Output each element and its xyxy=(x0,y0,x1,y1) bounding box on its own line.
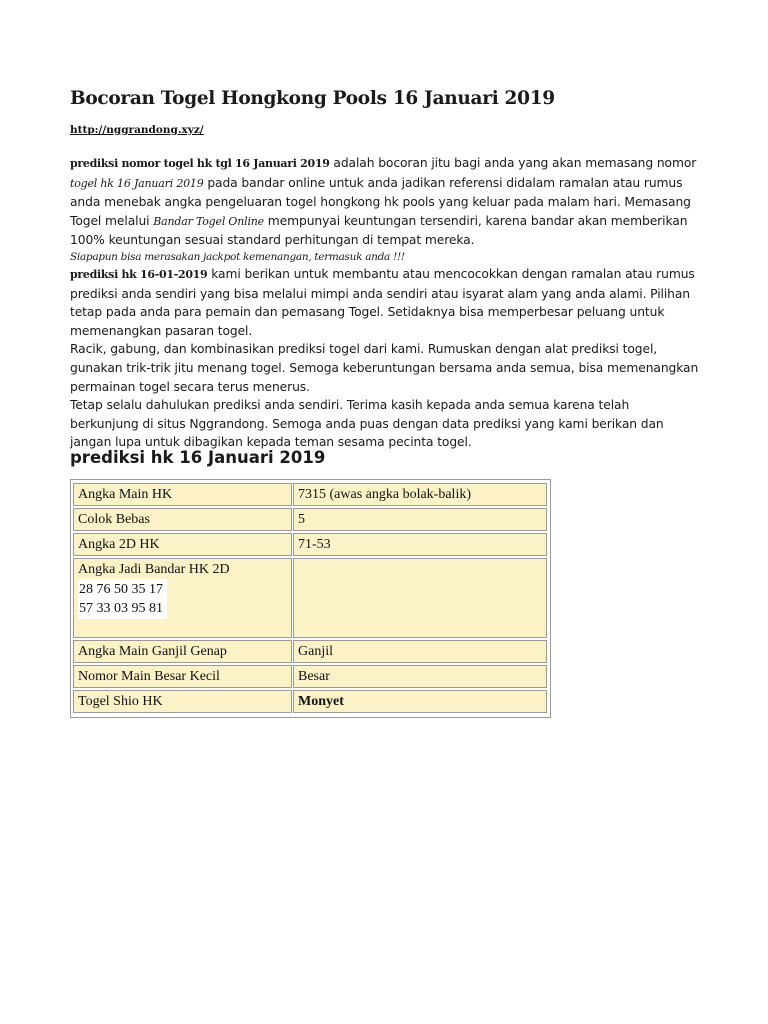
table-cell-label: Angka 2D HK xyxy=(73,533,292,556)
table-cell-label: Colok Bebas xyxy=(73,508,292,531)
table-cell-label: Togel Shio HK xyxy=(73,690,292,713)
table-cell-label-multiline: Angka Jadi Bandar HK 2D 28 76 50 35 17 57 33 03 95 81 xyxy=(73,558,292,638)
bandar-numbers: 28 76 50 35 17 57 33 03 95 81 xyxy=(78,579,167,619)
intro-italic-keyword: togel hk 16 Januari 2019 xyxy=(70,176,204,190)
table-cell-value: Besar xyxy=(293,665,547,688)
page-title: Bocoran Togel Hongkong Pools 16 Januari 2019 xyxy=(70,88,555,109)
paragraph-prediction: prediksi hk 16-01-2019 kami berikan untuk membantu atau mencocokkan dengan ramalan atau rumus prediksi anda sendiri yang bisa melalui mimpi anda sendiri atau isyarat alam yang anda alami. Pilihan tetap pada anda para pemain dan pemasang Togel. Setidaknya bisa memperbesar peluang untuk memenangkan pasaran togel. xyxy=(70,266,695,338)
table-cell-label: Angka Main HK xyxy=(73,483,292,506)
intro-bold-lead: prediksi nomor togel hk tgl 16 Januari 2019 xyxy=(70,157,330,170)
table-cell-value: 5 xyxy=(293,508,547,531)
site-url-link[interactable]: http://nggrandong.xyz/ xyxy=(70,124,204,136)
prediction-table xyxy=(70,479,551,718)
paragraph-combine: Racik, gabung, dan kombinasikan prediksi togel dari kami. Rumuskan dengan alat prediksi togel, gunakan trik-trik jitu menang togel. Semoga keberuntungan bersama anda semua, bisa memenangkan permainan togel secara terus menerus. xyxy=(70,342,699,394)
paragraph-intro: prediksi nomor togel hk tgl 16 Januari 2019 adalah bocoran jitu bagi anda yang akan memasang nomor togel hk 16 Januari 2019 pada bandar online untuk anda jadikan referensi didalam ramalan atau rumus anda menebak angka pengeluaran togel hongkong hk pools yang keluar pada malam hari. Memasang Togel melalui Bandar Togel Online mempunyai keuntungan tersendiri, karena bandar akan memberikan 100% keuntungan sesuai standard perhitungan di tempat mereka. xyxy=(70,156,697,248)
table-cell-label: Nomor Main Besar Kecil xyxy=(73,665,292,688)
table-cell-label: Angka Main Ganjil Genap xyxy=(73,640,292,663)
article-body xyxy=(70,154,700,452)
table-cell-value: Ganjil xyxy=(293,640,547,663)
tagline: Siapapun bisa merasakan jackpot kemenangan, termasuk anda !!! xyxy=(70,250,405,263)
intro-italic-bandar: Bandar Togel Online xyxy=(153,214,264,228)
paragraph-closing: Tetap selalu dahulukan prediksi anda sendiri. Terima kasih kepada anda semua karena telah berkunjung di situs Nggrandong. Semoga anda puas dengan data prediksi yang kami berikan dan jangan lupa untuk dibagikan kepada teman sesama pecinta togel. xyxy=(70,398,664,450)
table-cell-value: 71-53 xyxy=(293,533,547,556)
table-cell-value xyxy=(293,558,547,638)
table-cell-value: 7315 (awas angka bolak-balik) xyxy=(293,483,547,506)
table-cell-value: Monyet xyxy=(293,690,547,713)
prediction-bold-lead: prediksi hk 16-01-2019 xyxy=(70,267,208,281)
section-heading: prediksi hk 16 Januari 2019 xyxy=(70,448,326,467)
